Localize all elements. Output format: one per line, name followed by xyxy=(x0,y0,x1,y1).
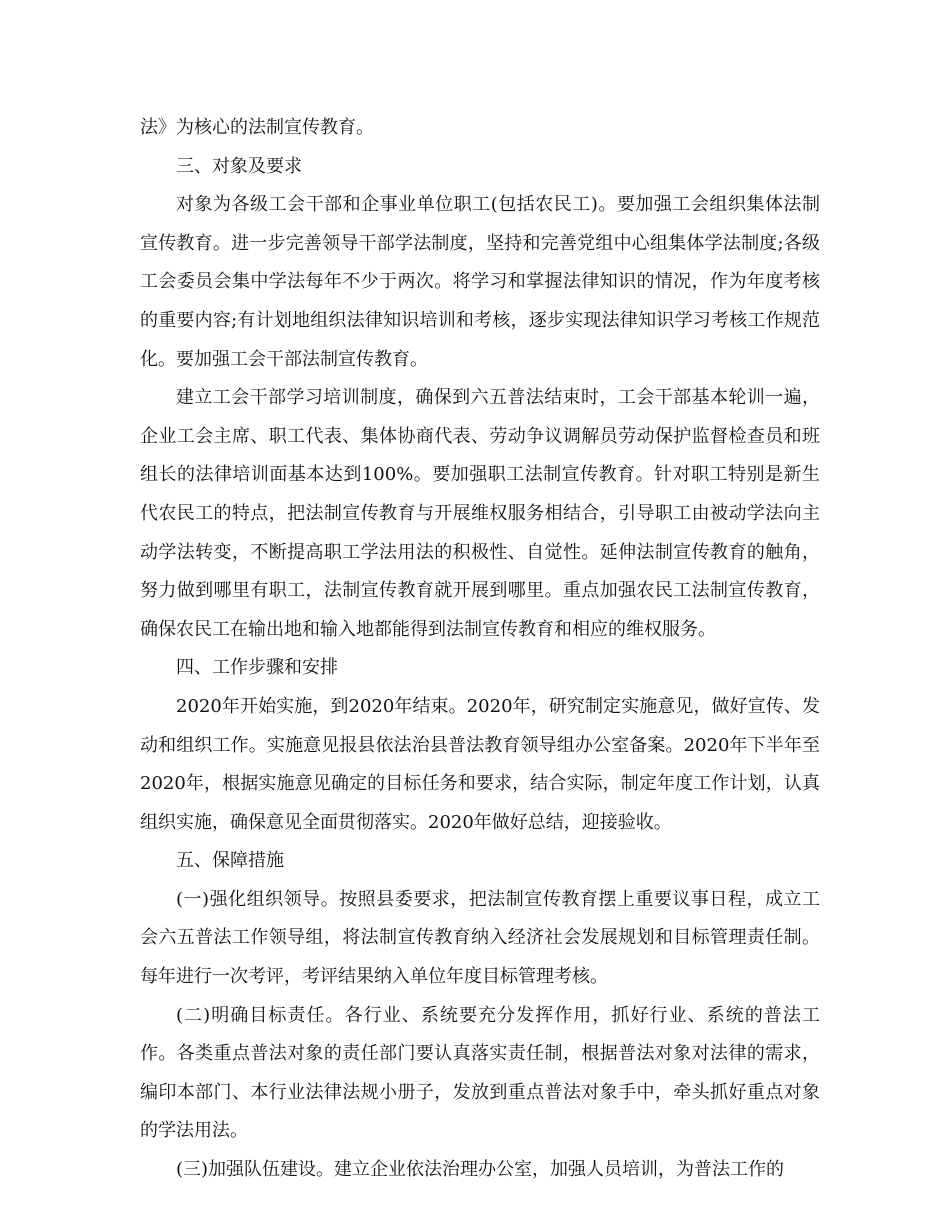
paragraph-measure-3: (三)加强队伍建设。建立企业依法治理办公室，加强人员培训，为普法工作的 xyxy=(176,1159,785,1181)
section-heading-3: 三、对象及要求 xyxy=(176,155,302,177)
paragraph-measure-2: (二)明确目标责任。各行业、系统要充分发挥作用，抓好行业、系统的普法工作。各类重点普法对象的责任部门要认真落实责任制，根据普法对象对法律的需求，编印本部门、本行业法律法规小册子，发放到重点普法对象手中，牵头抓好重点对象的学法用法。 xyxy=(140,1004,820,1142)
paragraph-targets: 对象为各级工会干部和企事业单位职工(包括农民工)。要加强工会组织集体法制宣传教育。进一步完善领导干部学法制度，坚持和完善党组中心组集体学法制度;各级工会委员会集中学法每年不少于两次。将学习和掌握法律知识的情况，作为年度考核的重要内容;有计划地组织法律知识培训和考核，逐步实现法律知识学习考核工作规范化。要加强工会干部法制宣传教育。 xyxy=(140,194,820,370)
paragraph-continuation: 法》为核心的法制宣传教育。 xyxy=(140,117,374,138)
document-body xyxy=(140,109,820,1190)
paragraph-schedule: 2020年开始实施，到2020年结束。2020年，研究制定实施意见，做好宣传、发动和组织工作。实施意见报县依法治县普法教育领导组办公室备案。2020年下半年至2020年，根据实施意见确定的目标任务和要求，结合实际，制定年度工作计划，认真组织实施，确保意见全面贯彻落实。2020年做好总结，迎接验收。 xyxy=(140,695,820,833)
paragraph-training: 建立工会干部学习培训制度，确保到六五普法结束时，工会干部基本轮训一遍，企业工会主席、职工代表、集体协商代表、劳动争议调解员劳动保护监督检查员和班组长的法律培训面基本达到100%。要加强职工法制宣传教育。针对职工特别是新生代农民工的特点，把法制宣传教育与开展维权服务相结合，引导职工由被动学法向主动学法转变，不断提高职工学法用法的积极性、自觉性。延伸法制宣传教育的触角，努力做到哪里有职工，法制宣传教育就开展到哪里。重点加强农民工法制宣传教育，确保农民工在输出地和输入地都能得到法制宣传教育和相应的维权服务。 xyxy=(140,387,820,640)
section-heading-5: 五、保障措施 xyxy=(176,850,284,872)
paragraph-measure-1: (一)强化组织领导。按照县委要求，把法制宣传教育摆上重要议事日程，成立工会六五普法工作领导组，将法制宣传教育纳入经济社会发展规划和目标管理责任制。每年进行一次考评，考评结果纳入单位年度目标管理考核。 xyxy=(140,888,820,988)
section-heading-4: 四、工作步骤和安排 xyxy=(176,657,338,679)
